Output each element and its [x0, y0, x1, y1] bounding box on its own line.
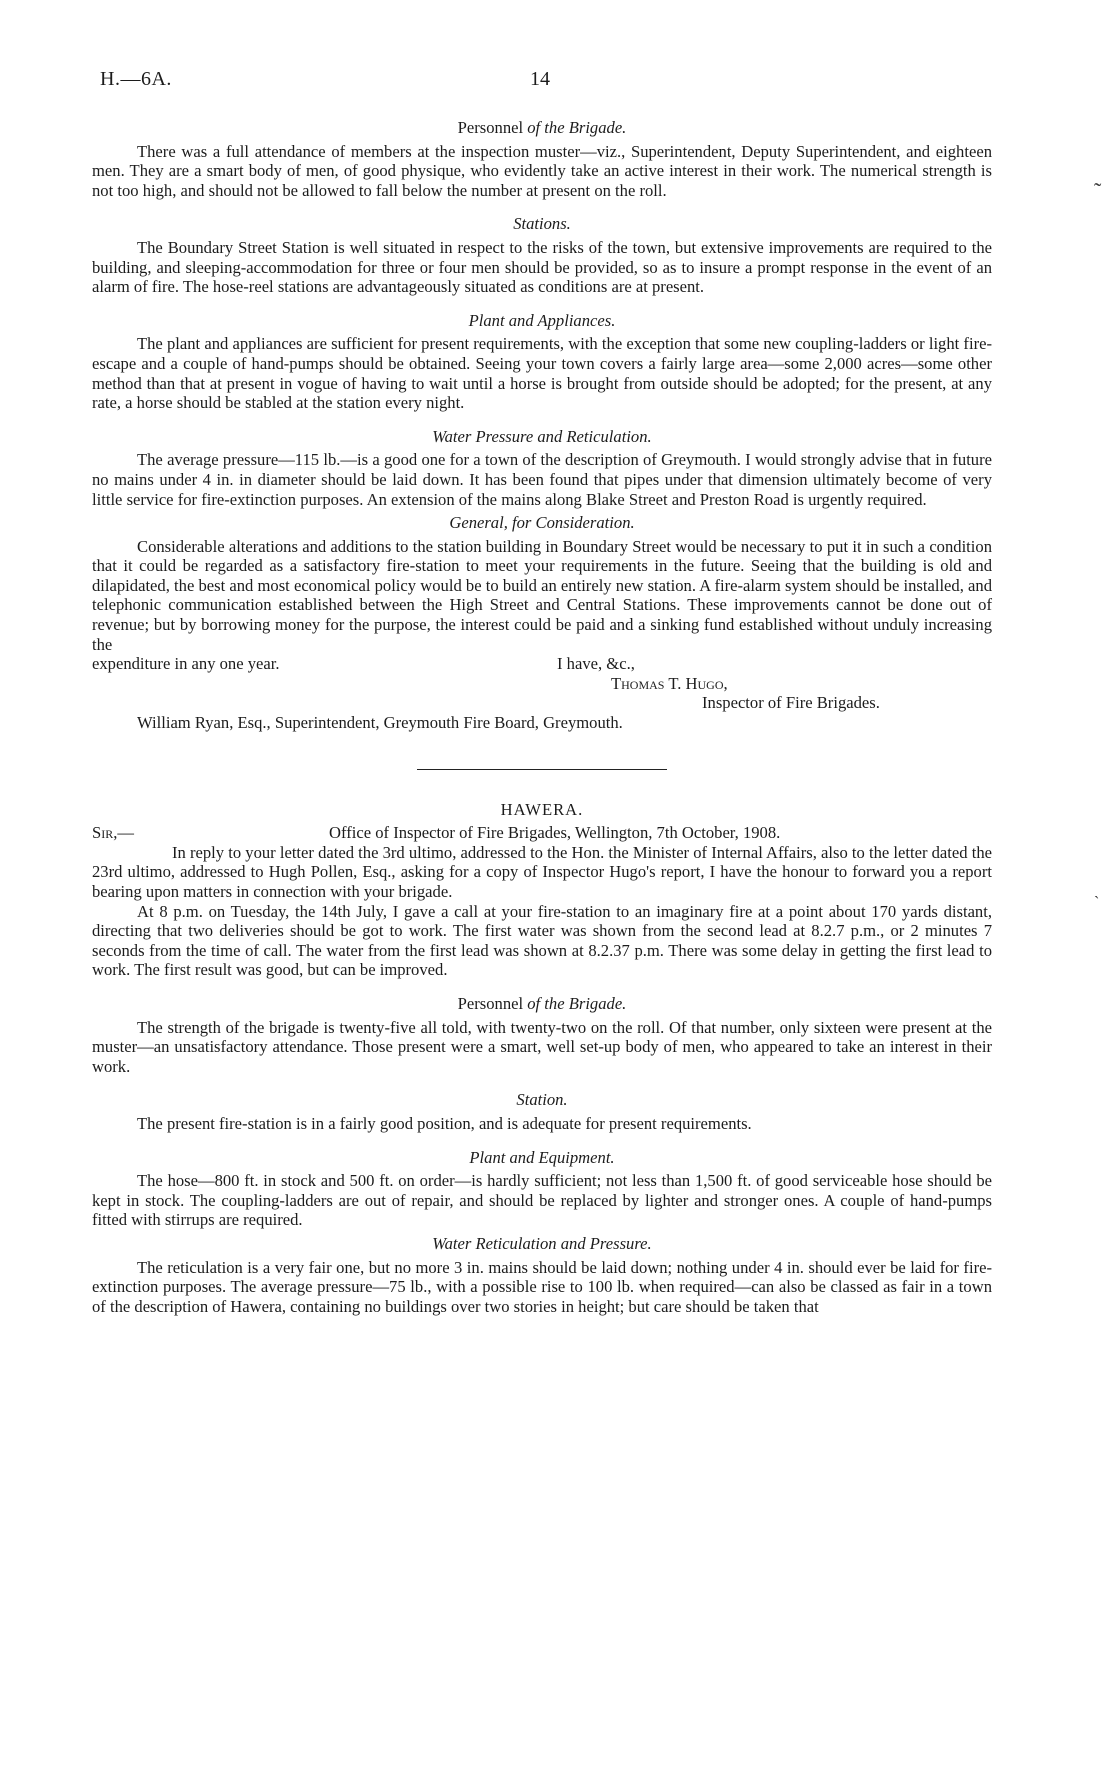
general-last-line: expenditure in any one year.: [92, 654, 280, 674]
signatory-title-line: [92, 693, 992, 713]
hawera-personnel-heading-plain: Personnel: [457, 993, 528, 1013]
personnel-heading-italic: of the Brigade.: [527, 118, 627, 137]
personnel-paragraph: There was a full attendance of members at the inspection muster—viz., Superintendent, Deputy Superintendent, and eighteen men. They are a smart body of men, of good physique, who evidently take an active interest in their work. The numerical strength is not too high, and should not be allowed to fall below the number at present on the roll.: [92, 141, 992, 200]
hawera-personnel-paragraph: The strength of the brigade is twenty-five all told, with twenty-two on the roll. Of that number, only sixteen were present at the muster—an unsatisfactory attendance. Those present were a smart, well set-up body of men, who appeared to take an interest in their work.: [92, 1017, 992, 1076]
section-divider: [417, 769, 667, 770]
hawera-plant-heading: Plant and Equipment.: [469, 1147, 615, 1167]
hawera-water-heading: Water Reticulation and Pressure.: [432, 1233, 652, 1253]
sign-off: I have, &c.,: [557, 654, 635, 674]
margin-mark: ˜: [1094, 178, 1102, 203]
hawera-station-paragraph: The present fire-station is in a fairly good position, and is adequate for present requirements.: [137, 1113, 752, 1133]
salutation-line: [92, 823, 992, 843]
hawera-water-paragraph: The reticulation is a very fair one, but no more 3 in. mains should be laid down; nothing under 4 in. should ever be laid for fire-extinction purposes. The average pressure—75 lb., with a possible rise to 100 lb. when required—can also be classed as fair in a town of the description of Hawera, containing no buildings over two stories in height; but care should be taken that: [92, 1257, 992, 1316]
general-heading: General, for Consideration.: [449, 513, 635, 533]
salutation: Sir,—: [92, 823, 134, 843]
document-reference: H.—6A.: [100, 68, 172, 90]
hawera-title: HAWERA.: [500, 799, 584, 819]
water-paragraph: The average pressure—115 lb.—is a good one for a town of the description of Greymouth. I would strongly advise that in future no mains under 4 in. in diameter should be laid down. It has been found that pipes under that dimension ultimately become of very little service for fire-extinction purposes. An extension of the mains along Blake Street and Preston Road is urgently required.: [92, 450, 992, 509]
page-body: [92, 118, 992, 1316]
call-paragraph: At 8 p.m. on Tuesday, the 14th July, I gave a call at your fire-station to an imaginary fire at a point about 170 yards distant, directing that two deliveries should be got to work. The first water was shown from the second lead at 8.2.7 p.m., or 2 minutes 7 seconds from the time of call. The water from the first lead was shown at 8.2.37 p.m. There was some delay in getting the first lead to work. The first result was good, but can be improved.: [92, 901, 992, 980]
addressee: William Ryan, Esq., Superintendent, Greymouth Fire Board, Greymouth.: [137, 713, 623, 733]
hawera-station-heading: Station.: [516, 1090, 568, 1110]
stations-heading: Stations.: [513, 214, 571, 234]
stations-paragraph: The Boundary Street Station is well situated in respect to the risks of the town, but extensive improvements are required to the building, and sleeping-accommodation for three or four men should be provided, so as to insure a prompt response in the event of an alarm of fire. The hose-reel stations are advantageously situated as conditions are at present.: [92, 237, 992, 297]
plant-heading: Plant and Appliances.: [468, 310, 616, 330]
hawera-plant-paragraph: The hose—800 ft. in stock and 500 ft. on order—is hardly sufficient; not less than 1,500 ft. of good serviceable hose should be kept in stock. The coupling-ladders are out of repair, and should be replaced by lighter and stronger ones. A couple of hand-pumps fitted with stirrups are required.: [92, 1171, 992, 1230]
office-dateline: Office of Inspector of Fire Brigades, Wellington, 7th October, 1908.: [329, 823, 781, 843]
signatory-name-line: [92, 674, 992, 694]
intro-paragraph: In reply to your letter dated the 3rd ultimo, addressed to the Hon. the Minister of Internal Affairs, also to the letter dated the 23rd ultimo, addressed to Hugh Pollen, Esq., asking for a copy of Inspector Hugo's report, I have the honour to forward you a report bearing upon matters in connection with your brigade.: [92, 842, 992, 901]
signoff-line: [92, 654, 992, 674]
hawera-personnel-heading-italic: of the Brigade.: [527, 993, 627, 1013]
water-heading: Water Pressure and Reticulation.: [432, 426, 652, 446]
plant-paragraph: The plant and appliances are sufficient for present requirements, with the exception that some new coupling-ladders or light fire-escape and a couple of hand-pumps should be obtained. Seeing your town covers a fairly large area—some 2,000 acres—some other method than that at present in vogue of having to wait until a horse is brought from outside should be adopted; for the present, at any rate, a horse should be stabled at the station every night.: [92, 334, 992, 413]
signatory-title: Inspector of Fire Brigades.: [702, 693, 880, 713]
page-number: 14: [530, 68, 550, 90]
margin-mark: ˎ: [1094, 882, 1100, 899]
general-paragraph: Considerable alterations and additions to the station building in Boundary Street would be necessary to put it in such a condition that it could be regarded as a satisfactory fire-station to meet your requirements in the future. Seeing that the building is old and dilapidated, the best and most economical policy would be to build an entirely new station. A fire-alarm system should be installed, and telephonic communication established between the High Street and Central Stations. These improvements cannot be done out of revenue; but by borrowing money for the purpose, the interest could be paid and a sinking fund established without unduly increasing the: [92, 536, 992, 654]
personnel-heading-plain: Personnel: [457, 118, 528, 137]
personnel-heading: [92, 118, 992, 138]
page-header: [100, 68, 1000, 96]
hawera-personnel-heading: [92, 994, 992, 1014]
signatory-name: Thomas T. Hugo,: [611, 673, 728, 693]
